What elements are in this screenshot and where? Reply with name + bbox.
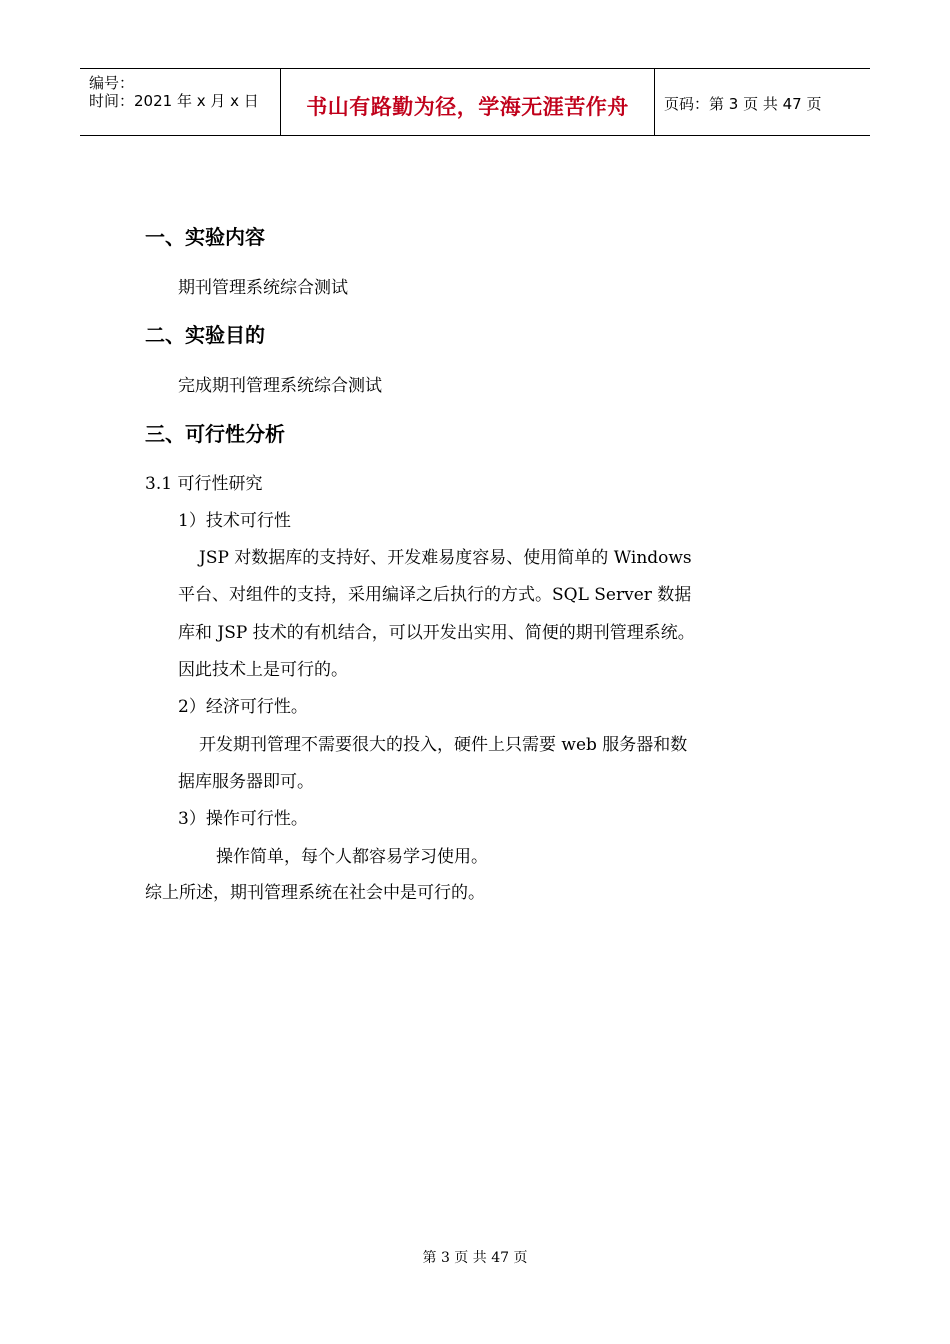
sub-heading: 3.1 可行性研究	[145, 474, 263, 494]
header-page-cell	[655, 69, 870, 136]
section-body-content: 期刊管理系统综合测试	[178, 278, 348, 298]
header-number: 编号：	[89, 74, 135, 92]
tech-line: 库和 JSP 技术的有机结合，可以开发出实用、简便的期刊管理系统。	[178, 623, 695, 643]
header-motto: 书山有路勤为径，学海无涯苦作舟	[306, 95, 629, 119]
section-heading-content: 一、实验内容	[145, 225, 265, 249]
op-title: 3）操作可行性。	[178, 809, 308, 829]
header-left-cell	[80, 69, 281, 136]
header-time: 时间：2021 年 x 月 x 日	[89, 92, 259, 110]
econ-line: 据库服务器即可。	[178, 772, 314, 792]
header-page-info: 页码：第 3 页 共 47 页	[664, 95, 822, 113]
section-heading-purpose: 二、实验目的	[145, 323, 265, 347]
section-heading-feasibility: 三、可行性分析	[145, 422, 285, 446]
econ-line: 开发期刊管理不需要很大的投入，硬件上只需要 web 服务器和数	[199, 735, 688, 755]
page-header	[80, 68, 870, 136]
section-body-purpose: 完成期刊管理系统综合测试	[178, 376, 382, 396]
tech-title: 1）技术可行性	[178, 511, 291, 531]
op-line: 操作简单，每个人都容易学习使用。	[216, 847, 488, 867]
tech-line: 因此技术上是可行的。	[178, 660, 348, 680]
econ-title: 2）经济可行性。	[178, 697, 308, 717]
header-motto-cell	[281, 69, 655, 136]
conclusion: 综上所述，期刊管理系统在社会中是可行的。	[145, 883, 485, 903]
tech-line: JSP 对数据库的支持好、开发难易度容易、使用简单的 Windows	[199, 548, 692, 568]
page-footer: 第 3 页 共 47 页	[422, 1250, 528, 1266]
tech-line: 平台、对组件的支持，采用编译之后执行的方式。SQL Server 数据	[178, 585, 692, 605]
